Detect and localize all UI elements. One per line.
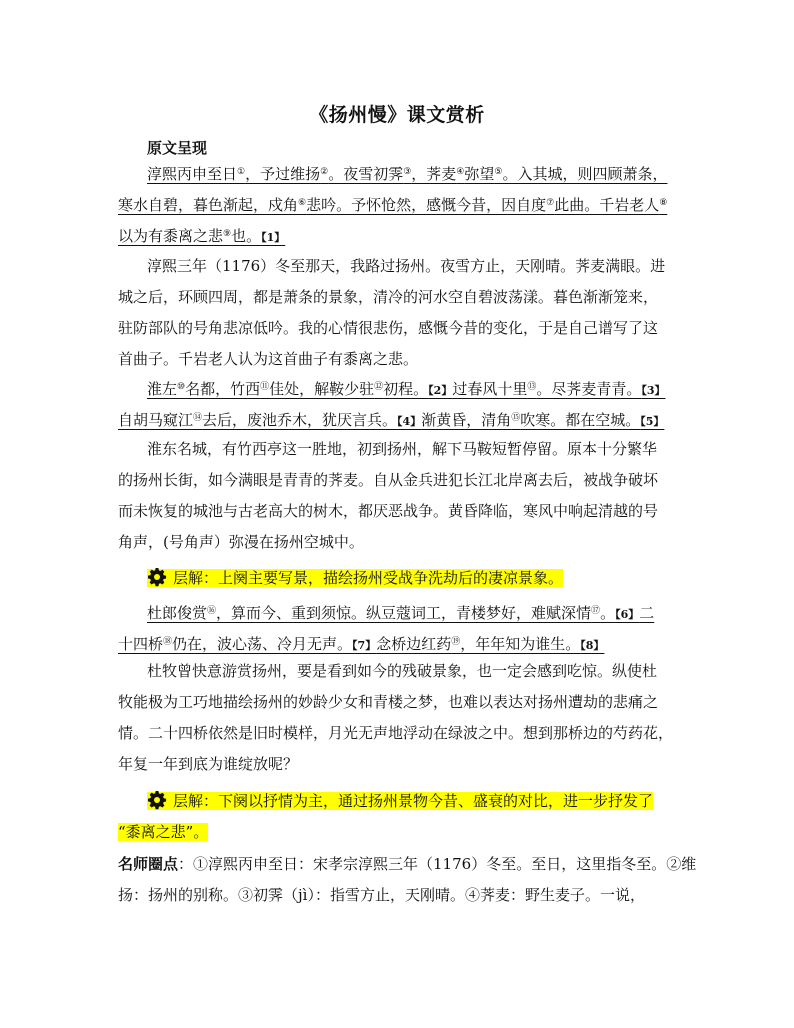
verse-text: 寒水自碧，暮色渐起，戍角: [118, 196, 299, 214]
translation-line: 情。二十四桥依然是旧时模样，月光无声地浮动在绿波之中。想到那桥边的芍药花，: [118, 724, 674, 742]
verse-text: 杜郎俊赏: [147, 604, 208, 622]
teacher-notes: [118, 849, 697, 911]
page-title: 《扬州慢》课文赏析: [309, 104, 485, 126]
note-text: 层解：上阕主要写景，描绘扬州受战争洗劫后的凄凉景象。: [173, 569, 564, 587]
verse-text: 。入其城，则四顾萧条，: [502, 165, 668, 183]
verse-text: 弥望: [464, 165, 495, 183]
note-text: 层解：下阕以抒情为主，通过扬州景物今昔、盛衰的对比，进一步抒发了: [173, 792, 654, 810]
verse-text: ，荠麦: [411, 165, 457, 183]
translation-line: 首曲子。千岩老人认为这首曲子有黍离之悲。: [118, 350, 419, 368]
footnote-ref: ②: [320, 167, 329, 177]
section-heading-original: 原文呈现: [147, 139, 208, 157]
notes-text: ：①淳熙丙申至日：宋孝宗淳熙三年（1176）冬至。至日，这里指冬至。②维: [178, 855, 697, 873]
analysis-note-2: [118, 786, 690, 848]
section-marker: 【1】: [261, 231, 286, 244]
footnote-ref: ⑥: [298, 198, 307, 208]
verse-text: 。夜雪初霁: [328, 165, 404, 183]
translation-line: 而未恢复的城池与古老高大的树木，都厌恶战争。黄昏降临，寒风中响起清越的号: [118, 502, 659, 520]
note-line: [118, 817, 690, 848]
translation-block-2: [118, 434, 690, 558]
verse-block-1: [118, 157, 690, 250]
verse-line: [118, 188, 690, 219]
verse-text: 去后，废池乔木，犹厌言兵。: [202, 411, 398, 429]
verse-text: 二: [639, 604, 655, 622]
highlight: [147, 792, 653, 810]
translation-line: 年复一年到底为谁绽放呢？: [118, 755, 299, 773]
footnote-ref: ⑯: [207, 606, 217, 616]
verse-text: 过春风十里: [452, 380, 528, 398]
footnote-ref: ⑲: [451, 637, 461, 647]
gear-icon: [147, 790, 167, 810]
note-line: [118, 563, 690, 594]
footnote-ref: ④: [456, 167, 465, 177]
translation-line: 淳熙三年（1176）冬至那天，我路过扬州。夜雪方止，天刚晴。荠麦满眼。进: [147, 257, 666, 275]
verse-text: ，予过维扬: [245, 165, 321, 183]
verse-block-3: [118, 596, 690, 658]
note-line: [118, 786, 690, 817]
gear-icon: [147, 567, 167, 587]
translation-block-3: [118, 656, 690, 780]
verse-text: 以为有黍离之悲: [118, 227, 224, 245]
verse-text: 淳熙丙申至日: [147, 165, 238, 183]
translation-line: 杜牧曾快意游赏扬州，要是看到如今的残破景象，也一定会感到吃惊。纵使杜: [147, 662, 658, 680]
translation-line: 淮东名城，有竹西亭这一胜地，初到扬州，解下马鞍短暂停留。原本十分繁华: [147, 440, 658, 458]
footnote-ref: ⑫: [374, 382, 384, 392]
notes-line: [118, 849, 697, 880]
notes-line: 扬：扬州的别称。③初霁（jì）：指雪方止，天刚晴。④荠麦：野生麦子。一说，: [118, 886, 645, 904]
footnote-ref: ⑪: [260, 382, 270, 392]
footnote-ref: ⑧: [659, 198, 668, 208]
verse-text: 淮左: [147, 380, 178, 398]
section-marker: 【2】: [428, 384, 453, 397]
translation-line: 的扬州长街，如今满眼是青青的荠麦。自从金兵进犯长江北岸离去后，被战争破坏: [118, 471, 659, 489]
translation-line: 城之后，环顾四周，都是萧条的景象，清冷的河水空自碧波荡漾。暮色渐渐笼来，: [118, 288, 659, 306]
verse-text: 佳处，解鞍少驻: [269, 380, 375, 398]
translation-line: 牧能极为工巧地描绘扬州的妙龄少女和青楼之梦，也难以表达对扬州遭劫的悲痛之: [118, 693, 659, 711]
highlight: [147, 569, 563, 587]
section-marker: 【8】: [580, 639, 605, 652]
verse-line: [118, 372, 690, 403]
verse-block-2: [118, 372, 690, 434]
footnote-ref: ⑤: [494, 167, 503, 177]
footnote-ref: ⑦: [546, 198, 555, 208]
note-text: “黍离之悲”。: [118, 823, 209, 841]
footnote-ref: ③: [403, 167, 412, 177]
footnote-ref: ①: [237, 167, 246, 177]
verse-line: [118, 219, 690, 250]
verse-line: [118, 157, 690, 188]
translation-block-1: [118, 251, 690, 375]
translation-line: 角声，(号角声）弥漫在扬州空城中。: [118, 533, 364, 551]
verse-text: 吹寒。都在空城。: [520, 411, 641, 429]
verse-text: 仍在，波心荡、冷月无声。: [172, 635, 353, 653]
verse-text: ，算而今、重到须惊。纵豆蔻词工，青楼梦好，难赋深情: [216, 604, 592, 622]
verse-text: 也。: [231, 227, 262, 245]
notes-label: 名师圈点: [118, 855, 179, 873]
verse-line: [118, 403, 690, 434]
section-marker: 【3】: [641, 384, 666, 397]
footnote-ref: ⑭: [193, 413, 203, 423]
section-marker: 【6】: [615, 608, 640, 621]
verse-text: 。尽荠麦青青。: [536, 380, 642, 398]
verse-text: 自胡马窥江: [118, 411, 194, 429]
footnote-ref: ⑩: [177, 382, 186, 392]
section-marker: 【7】: [352, 639, 377, 652]
verse-text: 渐黄昏，清角: [421, 411, 512, 429]
verse-text: 十四桥: [118, 635, 164, 653]
section-marker: 【4】: [397, 415, 422, 428]
verse-text: 悲吟。予怀怆然，感慨今昔，因自度: [306, 196, 547, 214]
footnote-ref: ⑨: [223, 229, 232, 239]
footnote-ref: ⑱: [163, 637, 173, 647]
verse-line: [118, 627, 690, 658]
verse-text: ，年年知为谁生。: [460, 635, 581, 653]
verse-line: [118, 596, 690, 627]
section-marker: 【5】: [640, 415, 665, 428]
verse-text: 初程。: [383, 380, 429, 398]
translation-line: 驻防部队的号角悲凉低吟。我的心情很悲伤，感慨今昔的变化，于是自己谱写了这: [118, 319, 659, 337]
footnote-ref: ⑬: [527, 382, 537, 392]
verse-text: 名都，竹西: [185, 380, 261, 398]
footnote-ref: ⑰: [591, 606, 601, 616]
footnote-ref: ⑮: [511, 413, 521, 423]
analysis-note-1: [118, 563, 690, 594]
verse-text: 。: [600, 604, 616, 622]
verse-text: 此曲。千岩老人: [554, 196, 660, 214]
verse-text: 念桥边红药: [376, 635, 452, 653]
